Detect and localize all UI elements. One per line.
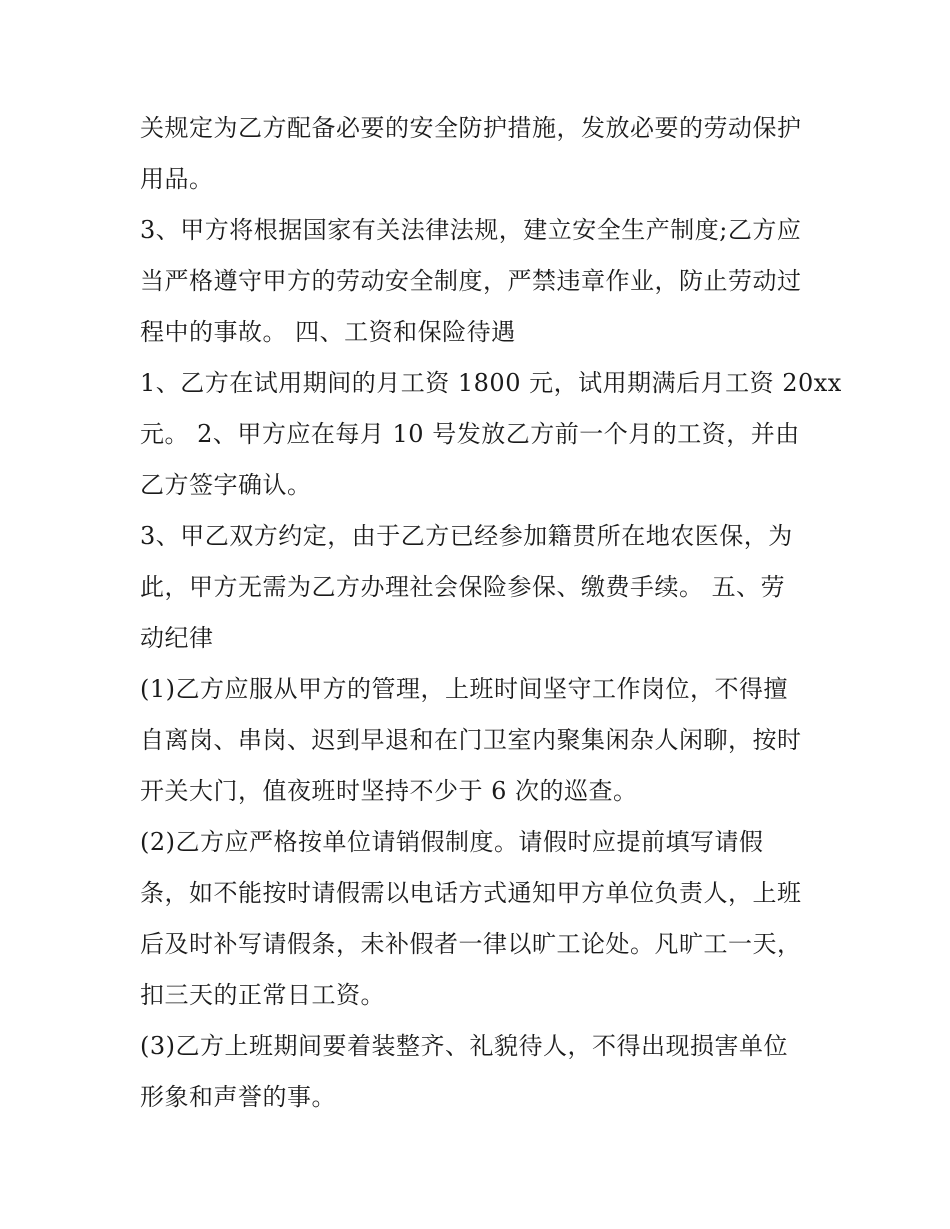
text-line: 乙方签字确认。 (140, 471, 312, 499)
text-line: (1)乙方应服从甲方的管理，上班时间坚守工作岗位，不得擅 (140, 675, 788, 703)
text-line: 开关大门，值夜班时坚持不少于 6 次的巡查。 (140, 777, 638, 805)
text-line: 元。 2、甲方应在每月 10 号发放乙方前一个月的工资，并由 (140, 420, 800, 448)
text-line: 当严格遵守甲方的劳动安全制度，严禁违章作业，防止劳动过 (140, 267, 802, 295)
text-line: 3、甲乙双方约定，由于乙方已经参加籍贯所在地农医保，为 (140, 522, 793, 550)
text-line: 关规定为乙方配备必要的安全防护措施，发放必要的劳动保护 (140, 114, 802, 142)
text-line: 形象和声誉的事。 (140, 1083, 336, 1111)
text-line: 自离岗、串岗、迟到早退和在门卫室内聚集闲杂人闲聊，按时 (140, 726, 802, 754)
text-line: (2)乙方应严格按单位请销假制度。请假时应提前填写请假 (140, 828, 764, 856)
text-line: (3)乙方上班期间要着装整齐、礼貌待人，不得出现损害单位 (140, 1032, 788, 1060)
text-line: 程中的事故。 四、工资和保险待遇 (140, 318, 516, 346)
text-line: 1、乙方在试用期间的月工资 1800 元，试用期满后月工资 20xx (140, 369, 842, 397)
text-line: 扣三天的正常日工资。 (140, 981, 385, 1009)
document-body (140, 103, 842, 1123)
text-line: 后及时补写请假条，未补假者一律以旷工论处。凡旷工一天， (140, 930, 802, 958)
text-line: 条，如不能按时请假需以电话方式通知甲方单位负责人，上班 (140, 879, 802, 907)
text-line: 3、甲方将根据国家有关法律法规，建立安全生产制度;乙方应 (140, 216, 802, 244)
text-line: 用品。 (140, 165, 214, 193)
text-line: 此，甲方无需为乙方办理社会保险参保、缴费手续。 五、劳 (140, 573, 786, 601)
text-line: 动纪律 (140, 624, 214, 652)
